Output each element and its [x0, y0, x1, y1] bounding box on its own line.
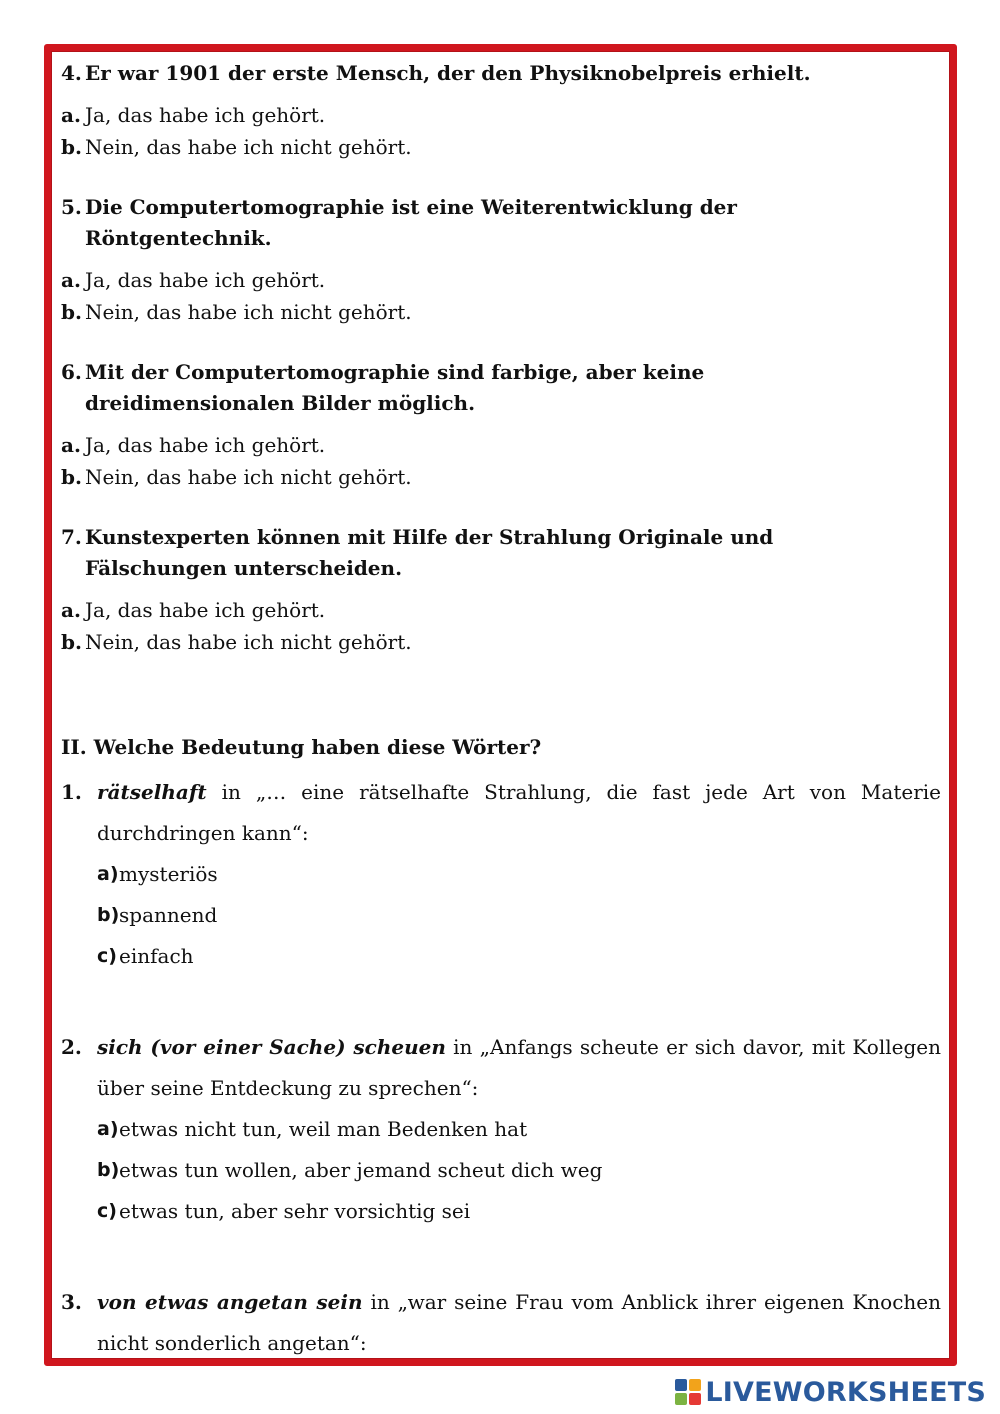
- vocab-item-2: [61, 1027, 941, 1109]
- vocab-item-1: [61, 772, 941, 854]
- option-letter: b.: [61, 465, 82, 489]
- answer-option-b[interactable]: [61, 131, 941, 163]
- vocab-term: sich (vor einer Sache) scheuen: [97, 1035, 446, 1059]
- option-text: Nein, das habe ich nicht gehört.: [85, 300, 412, 324]
- vocab-option-c[interactable]: [61, 1191, 941, 1232]
- option-letter: a): [97, 863, 119, 885]
- question-text: Kunstexperten können mit Hilfe der Strahlung Originale und: [85, 525, 774, 549]
- option-letter: a.: [61, 598, 81, 622]
- option-letter: b.: [61, 630, 82, 654]
- vocab-context: in „Anfangs scheute er sich davor, mit Kollegen über seine Entdeckung zu sprechen“:: [97, 1035, 941, 1100]
- option-letter: a.: [61, 103, 81, 127]
- option-letter: b): [97, 904, 120, 926]
- question-5: [61, 192, 941, 254]
- question-number: 6.: [61, 360, 82, 384]
- question-text-continued: Röntgentechnik.: [85, 226, 272, 250]
- option-text: Ja, das habe ich gehört.: [85, 103, 326, 127]
- option-letter: a.: [61, 433, 81, 457]
- question-text-continued: dreidimensionalen Bilder möglich.: [85, 391, 476, 415]
- answer-options: [61, 594, 941, 658]
- option-text: Nein, das habe ich nicht gehört.: [85, 630, 412, 654]
- answer-options: [61, 429, 941, 493]
- option-text: Ja, das habe ich gehört.: [85, 598, 326, 622]
- option-text: Nein, das habe ich nicht gehört.: [85, 135, 412, 159]
- option-text: etwas tun wollen, aber jemand scheut dich weg: [119, 1158, 603, 1182]
- question-text: Er war 1901 der erste Mensch, der den Physiknobelpreis erhielt.: [85, 61, 811, 85]
- question-number: 5.: [61, 195, 82, 219]
- question-4: [61, 58, 941, 89]
- item-number: 3.: [61, 1290, 82, 1314]
- vocab-option-a[interactable]: [61, 1109, 941, 1150]
- option-text: einfach: [119, 944, 194, 968]
- liveworksheets-brand[interactable]: [675, 1377, 986, 1407]
- option-text: spannend: [119, 903, 218, 927]
- option-text: mysteriös: [119, 862, 218, 886]
- vocab-term: von etwas angetan sein: [97, 1290, 363, 1314]
- brand-name: LIVEWORKSHEETS: [705, 1376, 986, 1408]
- option-text: Ja, das habe ich gehört.: [85, 268, 326, 292]
- vocab-option-b[interactable]: [61, 895, 941, 936]
- option-letter: c): [97, 945, 117, 967]
- vocab-item-3: [61, 1282, 941, 1364]
- option-letter: b): [97, 1159, 120, 1181]
- answer-option-a[interactable]: [61, 264, 941, 296]
- question-number: 7.: [61, 525, 82, 549]
- option-letter: b.: [61, 135, 82, 159]
- vocab-term: rätselhaft: [97, 780, 207, 804]
- item-number: 1.: [61, 780, 82, 804]
- option-letter: a.: [61, 268, 81, 292]
- vocab-option-c[interactable]: [61, 936, 941, 977]
- question-text: Mit der Computertomographie sind farbige, aber keine: [85, 360, 705, 384]
- answer-option-a[interactable]: [61, 99, 941, 131]
- question-number: 4.: [61, 61, 82, 85]
- worksheet-content: [61, 58, 941, 1364]
- answer-option-b[interactable]: [61, 296, 941, 328]
- vocab-context: in „… eine rätselhafte Strahlung, die fast jede Art von Materie durchdringen kann“:: [97, 780, 941, 845]
- answer-option-b[interactable]: [61, 626, 941, 658]
- answer-options: [61, 99, 941, 163]
- answer-option-a[interactable]: [61, 429, 941, 461]
- option-letter: c): [97, 1200, 117, 1222]
- option-letter: b.: [61, 300, 82, 324]
- option-letter: a): [97, 1118, 119, 1140]
- answer-options: [61, 264, 941, 328]
- vocab-option-b[interactable]: [61, 1150, 941, 1191]
- option-text: etwas nicht tun, weil man Bedenken hat: [119, 1117, 528, 1141]
- answer-option-a[interactable]: [61, 594, 941, 626]
- option-text: etwas tun, aber sehr vorsichtig sei: [119, 1199, 471, 1223]
- question-6: [61, 357, 941, 419]
- liveworksheets-logo-icon: [675, 1379, 701, 1405]
- answer-option-b[interactable]: [61, 461, 941, 493]
- option-text: Ja, das habe ich gehört.: [85, 433, 326, 457]
- section-title: II. Welche Bedeutung haben diese Wörter?: [61, 735, 542, 759]
- item-number: 2.: [61, 1035, 82, 1059]
- vocab-context: in „war seine Frau vom Anblick ihrer eigenen Knochen nicht sonderlich angetan“:: [97, 1290, 941, 1355]
- question-text-continued: Fälschungen unterscheiden.: [85, 556, 403, 580]
- question-text: Die Computertomographie ist eine Weiterentwicklung der: [85, 195, 737, 219]
- vocab-option-a[interactable]: [61, 854, 941, 895]
- question-7: [61, 522, 941, 584]
- option-text: Nein, das habe ich nicht gehört.: [85, 465, 412, 489]
